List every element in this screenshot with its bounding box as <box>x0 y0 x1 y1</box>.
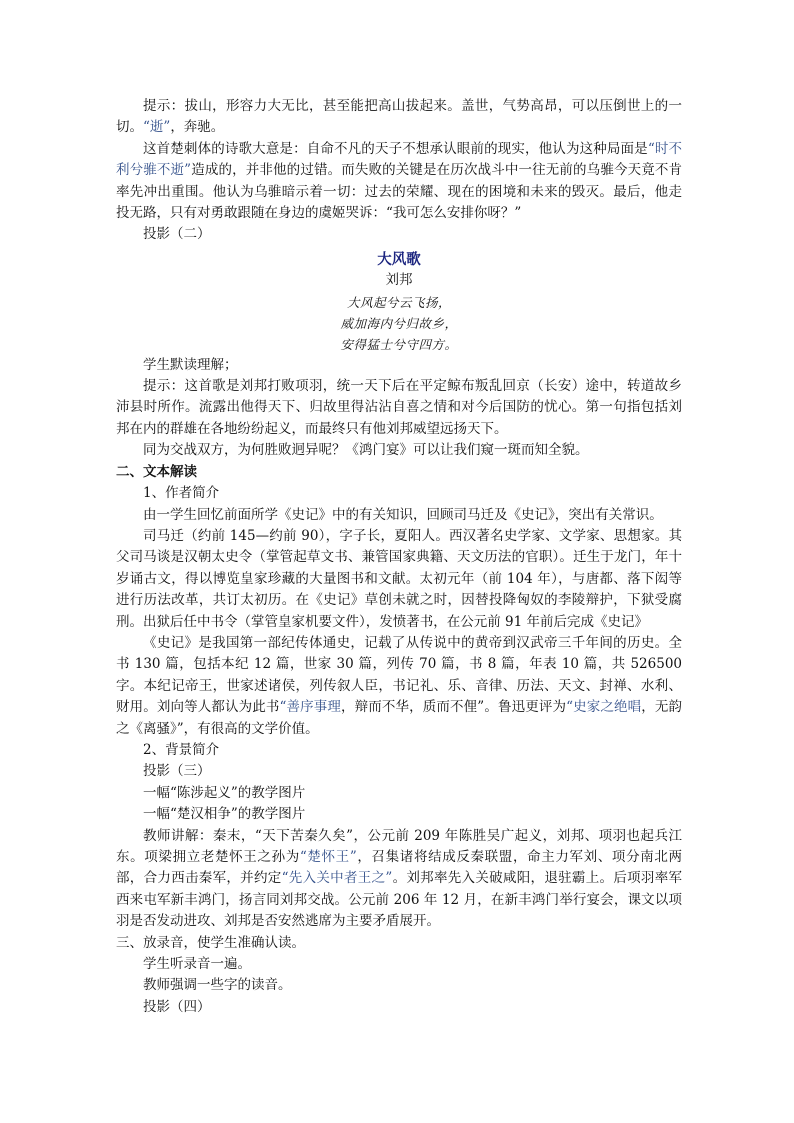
poem-author: 刘邦 <box>385 272 413 289</box>
transition-paragraph: 同为交战双方，为何胜败迥异呢？《鸿门宴》可以让我们窥一斑而知全貌。 <box>143 442 589 459</box>
text: 《史记》是我国第一部纪传体通史，记载了从传说中的黄帝到汉武帝三千年间的历史。全书 130 篇，包括本纪 12 篇，世家 30 篇，列传 70 篇，书 8 篇，年表 10 篇，共 526500 字。本纪记帝王，世家述诸侯，列传叙人臣，书记礼、乐、音律、历法、天文、封禅、水利、财用。刘向等人都认为此书 <box>116 634 682 716</box>
projection-3-label: 投影（三） <box>143 763 211 780</box>
shiji-intro-paragraph <box>116 633 682 740</box>
poem-line: 威加海内兮归故乡， <box>340 315 458 331</box>
poem-title: 大风歌 <box>377 250 421 268</box>
quote: “史家之绝唱 <box>566 699 642 716</box>
hint-paragraph-2: 提示：这首歌是刘邦打败项羽，统一天下后在平定鲸布叛乱回京（长安）途中，转道故乡沛县时所作。流露出他得天下、归故里得沾沾自喜之情和对今后国防的忧心。第一句指包括刘邦在内的群雄在各地纷纷起义，而最终只有他刘邦威望远扬天下。 <box>116 378 682 437</box>
section-heading-recording: 三、放录音，使学生准确认读。 <box>116 934 305 951</box>
poem-line: 大风起兮云飞扬， <box>346 294 451 310</box>
quote: “时不利兮骓不逝” <box>116 140 683 179</box>
text: 造成的，并非他的过错。而失败的关键是在历次战斗中一往无前的乌骓今天竟不肯率先冲出重围。他认为乌骓暗示着一切：过去的荣耀、现在的困境和未来的毁灭。最后，他走投无路，只有对勇敢跟随在身边的虞姬哭诉：“我可怎么安排你呀？” <box>116 162 683 222</box>
text: 。刘邦率先入关破咸阳，退驻霸上。后项羽率军西来屯军新丰鸿门，扬言同刘邦交战。公元前 206 年 12 月，在新丰鸿门举行宴会，课文以项羽是否发动进攻、刘邦是否安然逃席为主要矛盾展开。 <box>116 870 683 930</box>
document-body <box>116 96 682 1018</box>
quote: “逝” <box>143 119 171 136</box>
projection-4-label: 投影（四） <box>143 998 211 1015</box>
teacher-explanation-paragraph <box>116 826 682 933</box>
quote: “先入关中者王之” <box>281 870 393 887</box>
text: 提示：拔山，形容力大无比，甚至能把高山拔起来。盖世，气势高昂，可以压倒世上的一切。 <box>116 98 682 136</box>
poem-meaning-paragraph <box>116 139 682 225</box>
hint-paragraph-1 <box>116 96 682 139</box>
author-bio-paragraph: 司马迁（约前 145—约前 90），字子长，夏阳人。西汉著名史学家、文学家、思想家。其父司马谈是汉朝太史令（掌管起草文书、兼管国家典籍、天文历法的官职）。迁生于龙门，年十岁诵古文，得以博览皇家珍藏的大量图书和文献。太初元年（前 104 年），与唐都、落下闳等进行历法改革，共订太初历。在《史记》草创未就之时，因替投降匈奴的李陵辩护，下狱受腐刑。出狱后任中书令（掌管皇家机要文件），发愤著书，在公元前 91 年前后完成《史记》 <box>116 527 682 630</box>
recall-paragraph: 由一学生回忆前面所学《史记》中的有关知识，回顾司马迁及《史记》，突出有关常识。 <box>143 506 663 523</box>
text: 教师讲解：秦末，“天下苦秦久矣”，公元前 209 年陈胜吴广起义，刘邦、项羽也起兵江东。项梁拥立老楚怀王之孙为 <box>116 827 682 865</box>
text: ，奔驰。 <box>170 119 225 136</box>
subheading-background: 2、背景简介 <box>143 741 220 758</box>
quote: “善序事理 <box>279 699 342 716</box>
pronunciation-line: 教师强调一些字的读音。 <box>143 977 292 994</box>
picture-note-2: 一幅“楚汉相争”的教学图片 <box>143 806 306 823</box>
picture-note-1: 一幅“陈涉起义”的教学图片 <box>143 784 306 801</box>
text: ，无韵之《离骚》”，有很高的文学价值。 <box>116 699 683 737</box>
text: ，辩而不华，质而不俚”。鲁迅更评为 <box>341 699 567 716</box>
listen-line: 学生听录音一遍。 <box>143 956 251 973</box>
poem-line: 安得猛士兮守四方。 <box>340 336 458 352</box>
quote: “楚怀王” <box>299 849 357 865</box>
student-reading-line: 学生默读理解； <box>143 356 238 373</box>
section-heading-text-analysis: 二、文本解读 <box>116 463 197 480</box>
subheading-author: 1、作者简介 <box>143 485 220 502</box>
text: ，召集诸将结成反秦联盟，命主力军刘、项分南北两部，合力西击秦军，并约定 <box>116 849 683 887</box>
projection-2-label: 投影（二） <box>143 226 211 243</box>
text: 这首楚刺体的诗歌大意是：自命不凡的天子不想承认眼前的现实，他认为这种局面是 <box>143 140 648 157</box>
